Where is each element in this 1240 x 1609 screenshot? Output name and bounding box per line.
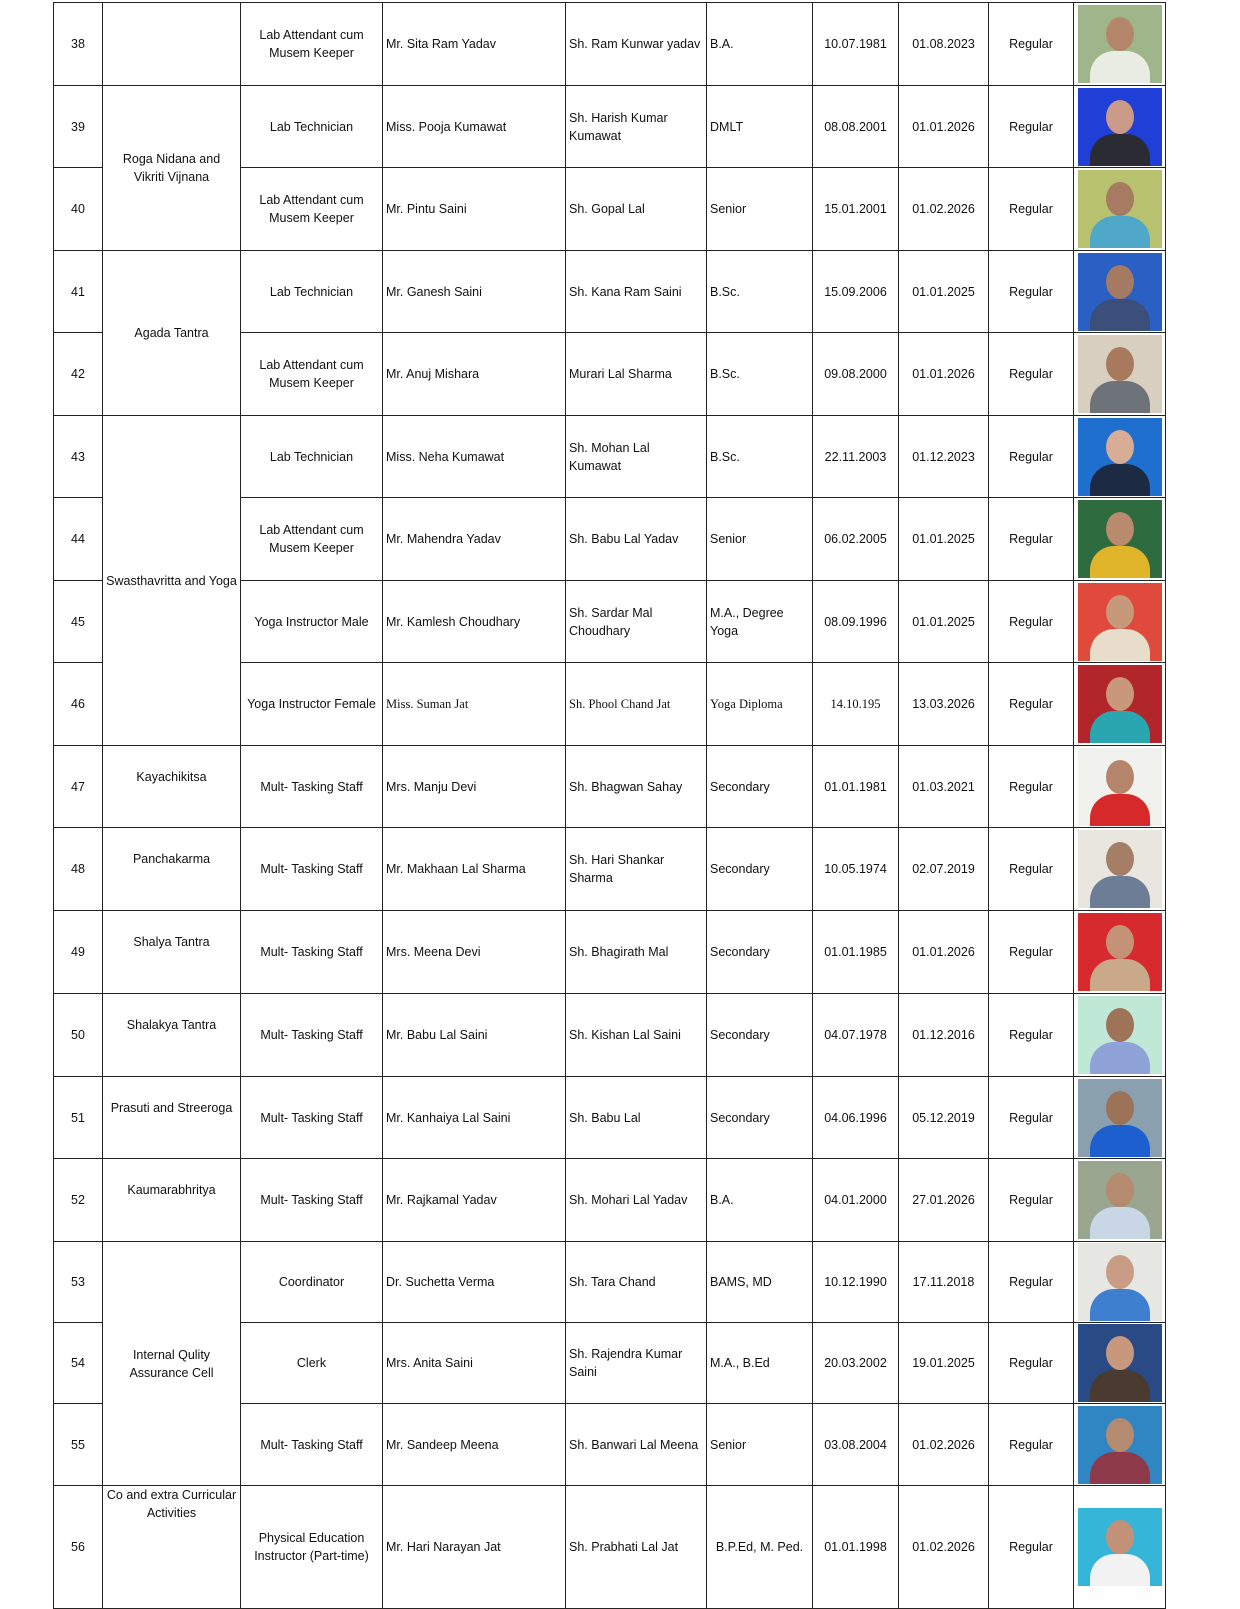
staff-name-cell: Mr. Rajkamal Yadav [383, 1159, 566, 1242]
appointment-type-cell: Regular [989, 1486, 1074, 1609]
date-of-joining-cell: 01.01.2026 [899, 333, 989, 416]
staff-photo [1078, 665, 1162, 743]
date-of-birth-cell: 04.06.1996 [813, 1077, 899, 1159]
table-row [54, 1242, 1166, 1323]
staff-photo [1078, 500, 1162, 578]
qualification-cell: Secondary [707, 746, 813, 828]
table-row [54, 1159, 1166, 1242]
staff-photo [1078, 88, 1162, 166]
photo-cell [1074, 663, 1166, 746]
department-cell: Panchakarma [103, 828, 241, 911]
date-of-birth-cell: 03.08.2004 [813, 1404, 899, 1486]
date-of-birth-cell: 06.02.2005 [813, 498, 899, 581]
serial-number-cell: 46 [54, 663, 103, 746]
photo-body-shape [1090, 1125, 1150, 1157]
department-cell: Kaumarabhritya [103, 1159, 241, 1242]
qualification-cell: B.Sc. [707, 416, 813, 498]
appointment-type-cell: Regular [989, 86, 1074, 168]
post-cell: Lab Attendant cum Musem Keeper [241, 333, 383, 416]
father-name-cell: Sh. Mohan Lal Kumawat [566, 416, 707, 498]
staff-name-cell: Mr. Sandeep Meena [383, 1404, 566, 1486]
qualification-cell: Secondary [707, 828, 813, 911]
photo-body-shape [1090, 876, 1150, 908]
qualification-cell: Senior [707, 168, 813, 251]
staff-photo [1078, 913, 1162, 991]
serial-number-cell: 49 [54, 911, 103, 994]
staff-photo [1078, 583, 1162, 661]
serial-number-cell: 43 [54, 416, 103, 498]
photo-cell [1074, 911, 1166, 994]
table-row [54, 994, 1166, 1077]
table-row [54, 1486, 1166, 1609]
father-name-cell: Sh. Phool Chand Jat [566, 663, 707, 746]
appointment-type-cell: Regular [989, 498, 1074, 581]
photo-head-shape [1106, 760, 1134, 794]
father-name-cell: Sh. Mohari Lal Yadav [566, 1159, 707, 1242]
serial-number-cell: 51 [54, 1077, 103, 1159]
photo-head-shape [1106, 512, 1134, 546]
post-cell: Mult- Tasking Staff [241, 1404, 383, 1486]
staff-name-cell: Miss. Pooja Kumawat [383, 86, 566, 168]
photo-body-shape [1090, 1452, 1150, 1484]
photo-body-shape [1090, 464, 1150, 496]
staff-table [53, 2, 1166, 1609]
date-of-birth-cell: 08.09.1996 [813, 581, 899, 663]
date-of-birth-cell: 10.07.1981 [813, 3, 899, 86]
table-row [54, 1077, 1166, 1159]
date-of-birth-cell: 15.01.2001 [813, 168, 899, 251]
date-of-birth-cell: 01.01.1981 [813, 746, 899, 828]
photo-body-shape [1090, 711, 1150, 743]
photo-cell [1074, 3, 1166, 86]
post-cell: Yoga Instructor Female [241, 663, 383, 746]
photo-cell [1074, 994, 1166, 1077]
photo-body-shape [1090, 1370, 1150, 1402]
staff-name-cell: Mr. Makhaan Lal Sharma [383, 828, 566, 911]
appointment-type-cell: Regular [989, 168, 1074, 251]
date-of-joining-cell: 19.01.2025 [899, 1323, 989, 1404]
date-of-joining-cell: 01.01.2025 [899, 581, 989, 663]
staff-photo [1078, 748, 1162, 826]
post-cell: Mult- Tasking Staff [241, 746, 383, 828]
father-name-cell: Sh. Banwari Lal Meena [566, 1404, 707, 1486]
photo-body-shape [1090, 1289, 1150, 1321]
date-of-birth-cell: 10.05.1974 [813, 828, 899, 911]
department-cell: Agada Tantra [103, 251, 241, 416]
date-of-joining-cell: 17.11.2018 [899, 1242, 989, 1323]
staff-photo [1078, 1324, 1162, 1402]
appointment-type-cell: Regular [989, 416, 1074, 498]
photo-body-shape [1090, 134, 1150, 166]
father-name-cell: Sh. Gopal Lal [566, 168, 707, 251]
serial-number-cell: 48 [54, 828, 103, 911]
department-cell: Prasuti and Streeroga [103, 1077, 241, 1159]
photo-head-shape [1106, 265, 1134, 299]
table-row [54, 828, 1166, 911]
photo-cell [1074, 746, 1166, 828]
photo-cell [1074, 251, 1166, 333]
department-cell: Kayachikitsa [103, 746, 241, 828]
qualification-cell: Secondary [707, 911, 813, 994]
father-name-cell: Sh. Bhagwan Sahay [566, 746, 707, 828]
staff-photo [1078, 170, 1162, 248]
table-row [54, 251, 1166, 333]
post-cell: Lab Technician [241, 416, 383, 498]
staff-photo [1078, 1243, 1162, 1321]
post-cell: Yoga Instructor Male [241, 581, 383, 663]
post-cell: Lab Attendant cum Musem Keeper [241, 168, 383, 251]
staff-name-cell: Mr. Hari Narayan Jat [383, 1486, 566, 1609]
staff-name-cell: Mr. Ganesh Saini [383, 251, 566, 333]
appointment-type-cell: Regular [989, 828, 1074, 911]
photo-body-shape [1090, 381, 1150, 413]
photo-head-shape [1106, 1418, 1134, 1452]
serial-number-cell: 38 [54, 3, 103, 86]
serial-number-cell: 41 [54, 251, 103, 333]
post-cell: Mult- Tasking Staff [241, 1077, 383, 1159]
appointment-type-cell: Regular [989, 994, 1074, 1077]
post-cell: Mult- Tasking Staff [241, 828, 383, 911]
post-cell: Mult- Tasking Staff [241, 994, 383, 1077]
staff-photo [1078, 1406, 1162, 1484]
serial-number-cell: 39 [54, 86, 103, 168]
staff-name-cell: Mrs. Meena Devi [383, 911, 566, 994]
father-name-cell: Murari Lal Sharma [566, 333, 707, 416]
date-of-birth-cell: 08.08.2001 [813, 86, 899, 168]
serial-number-cell: 55 [54, 1404, 103, 1486]
post-cell: Clerk [241, 1323, 383, 1404]
staff-name-cell: Miss. Neha Kumawat [383, 416, 566, 498]
father-name-cell: Sh. Babu Lal Yadav [566, 498, 707, 581]
date-of-joining-cell: 01.12.2023 [899, 416, 989, 498]
father-name-cell: Sh. Sardar Mal Choudhary [566, 581, 707, 663]
staff-photo [1078, 996, 1162, 1074]
table-row [54, 86, 1166, 168]
staff-photo [1078, 335, 1162, 413]
date-of-birth-cell: 22.11.2003 [813, 416, 899, 498]
photo-head-shape [1106, 430, 1134, 464]
photo-cell [1074, 828, 1166, 911]
date-of-birth-cell: 01.01.1985 [813, 911, 899, 994]
staff-photo [1078, 418, 1162, 496]
photo-head-shape [1106, 347, 1134, 381]
date-of-birth-cell: 04.07.1978 [813, 994, 899, 1077]
date-of-joining-cell: 27.01.2026 [899, 1159, 989, 1242]
department-cell: Shalya Tantra [103, 911, 241, 994]
photo-cell [1074, 1404, 1166, 1486]
photo-cell [1074, 333, 1166, 416]
qualification-cell: BAMS, MD [707, 1242, 813, 1323]
staff-photo [1078, 253, 1162, 331]
photo-head-shape [1106, 925, 1134, 959]
date-of-joining-cell: 13.03.2026 [899, 663, 989, 746]
photo-body-shape [1090, 794, 1150, 826]
photo-body-shape [1090, 51, 1150, 83]
appointment-type-cell: Regular [989, 1159, 1074, 1242]
post-cell: Mult- Tasking Staff [241, 911, 383, 994]
post-cell: Mult- Tasking Staff [241, 1159, 383, 1242]
date-of-joining-cell: 01.01.2026 [899, 86, 989, 168]
staff-name-cell: Mr. Mahendra Yadav [383, 498, 566, 581]
photo-head-shape [1106, 595, 1134, 629]
appointment-type-cell: Regular [989, 1323, 1074, 1404]
department-cell: Shalakya Tantra [103, 994, 241, 1077]
appointment-type-cell: Regular [989, 3, 1074, 86]
post-cell: Lab Technician [241, 251, 383, 333]
date-of-birth-cell: 01.01.1998 [813, 1486, 899, 1609]
father-name-cell: Sh. Babu Lal [566, 1077, 707, 1159]
table-row [54, 746, 1166, 828]
serial-number-cell: 50 [54, 994, 103, 1077]
appointment-type-cell: Regular [989, 1404, 1074, 1486]
department-cell: Co and extra Curricular Activities [103, 1486, 241, 1609]
staff-name-cell: Dr. Suchetta Verma [383, 1242, 566, 1323]
photo-head-shape [1106, 1336, 1134, 1370]
date-of-joining-cell: 01.01.2026 [899, 911, 989, 994]
photo-head-shape [1106, 182, 1134, 216]
qualification-cell: Senior [707, 1404, 813, 1486]
appointment-type-cell: Regular [989, 911, 1074, 994]
photo-cell [1074, 416, 1166, 498]
post-cell: Lab Attendant cum Musem Keeper [241, 498, 383, 581]
photo-body-shape [1090, 629, 1150, 661]
photo-head-shape [1106, 1173, 1134, 1207]
photo-cell [1074, 1159, 1166, 1242]
qualification-cell: Secondary [707, 1077, 813, 1159]
photo-cell [1074, 498, 1166, 581]
staff-photo [1078, 830, 1162, 908]
father-name-cell: Sh. Kana Ram Saini [566, 251, 707, 333]
qualification-cell: B.P.Ed, M. Ped. [707, 1486, 813, 1609]
photo-head-shape [1106, 842, 1134, 876]
date-of-birth-cell: 20.03.2002 [813, 1323, 899, 1404]
photo-cell [1074, 1242, 1166, 1323]
photo-head-shape [1106, 100, 1134, 134]
serial-number-cell: 56 [54, 1486, 103, 1609]
qualification-cell: Yoga Diploma [707, 663, 813, 746]
staff-name-cell: Mrs. Manju Devi [383, 746, 566, 828]
date-of-joining-cell: 01.08.2023 [899, 3, 989, 86]
photo-cell [1074, 1323, 1166, 1404]
serial-number-cell: 53 [54, 1242, 103, 1323]
photo-head-shape [1106, 677, 1134, 711]
qualification-cell: DMLT [707, 86, 813, 168]
post-cell: Physical Education Instructor (Part-time) [241, 1486, 383, 1609]
qualification-cell: B.Sc. [707, 333, 813, 416]
staff-name-cell: Mr. Kanhaiya Lal Saini [383, 1077, 566, 1159]
date-of-joining-cell: 01.01.2025 [899, 498, 989, 581]
qualification-cell: Secondary [707, 994, 813, 1077]
photo-cell [1074, 1077, 1166, 1159]
staff-table-body [54, 3, 1166, 1609]
appointment-type-cell: Regular [989, 581, 1074, 663]
post-cell: Lab Technician [241, 86, 383, 168]
date-of-birth-cell: 09.08.2000 [813, 333, 899, 416]
serial-number-cell: 45 [54, 581, 103, 663]
photo-head-shape [1106, 17, 1134, 51]
department-cell: Swasthavritta and Yoga [103, 416, 241, 746]
serial-number-cell: 44 [54, 498, 103, 581]
staff-name-cell: Miss. Suman Jat [383, 663, 566, 746]
appointment-type-cell: Regular [989, 663, 1074, 746]
date-of-joining-cell: 01.12.2016 [899, 994, 989, 1077]
photo-cell [1074, 1486, 1166, 1609]
father-name-cell: Sh. Hari Shankar Sharma [566, 828, 707, 911]
serial-number-cell: 42 [54, 333, 103, 416]
table-row [54, 3, 1166, 86]
department-cell: Roga Nidana and Vikriti Vijnana [103, 86, 241, 251]
serial-number-cell: 52 [54, 1159, 103, 1242]
qualification-cell: B.Sc. [707, 251, 813, 333]
date-of-joining-cell: 01.03.2021 [899, 746, 989, 828]
staff-name-cell: Mr. Anuj Mishara [383, 333, 566, 416]
date-of-joining-cell: 01.02.2026 [899, 1486, 989, 1609]
staff-name-cell: Mr. Kamlesh Choudhary [383, 581, 566, 663]
qualification-cell: B.A. [707, 1159, 813, 1242]
serial-number-cell: 47 [54, 746, 103, 828]
table-row [54, 416, 1166, 498]
photo-head-shape [1106, 1520, 1134, 1554]
appointment-type-cell: Regular [989, 1242, 1074, 1323]
photo-body-shape [1090, 216, 1150, 248]
serial-number-cell: 54 [54, 1323, 103, 1404]
photo-body-shape [1090, 959, 1150, 991]
staff-name-cell: Mr. Sita Ram Yadav [383, 3, 566, 86]
date-of-birth-cell: 10.12.1990 [813, 1242, 899, 1323]
appointment-type-cell: Regular [989, 746, 1074, 828]
staff-name-cell: Mr. Babu Lal Saini [383, 994, 566, 1077]
department-cell [103, 3, 241, 86]
father-name-cell: Sh. Prabhati Lal Jat [566, 1486, 707, 1609]
photo-head-shape [1106, 1008, 1134, 1042]
photo-body-shape [1090, 1042, 1150, 1074]
serial-number-cell: 40 [54, 168, 103, 251]
qualification-cell: Senior [707, 498, 813, 581]
photo-head-shape [1106, 1091, 1134, 1125]
staff-name-cell: Mrs. Anita Saini [383, 1323, 566, 1404]
staff-name-cell: Mr. Pintu Saini [383, 168, 566, 251]
post-cell: Coordinator [241, 1242, 383, 1323]
department-cell: Internal Qulity Assurance Cell [103, 1242, 241, 1486]
appointment-type-cell: Regular [989, 333, 1074, 416]
father-name-cell: Sh. Ram Kunwar yadav [566, 3, 707, 86]
staff-photo [1078, 1508, 1162, 1586]
qualification-cell: M.A., Degree Yoga [707, 581, 813, 663]
date-of-joining-cell: 01.01.2025 [899, 251, 989, 333]
post-cell: Lab Attendant cum Musem Keeper [241, 3, 383, 86]
photo-cell [1074, 168, 1166, 251]
staff-photo [1078, 1079, 1162, 1157]
date-of-joining-cell: 01.02.2026 [899, 1404, 989, 1486]
photo-body-shape [1090, 1207, 1150, 1239]
father-name-cell: Sh. Rajendra Kumar Saini [566, 1323, 707, 1404]
date-of-birth-cell: 15.09.2006 [813, 251, 899, 333]
photo-head-shape [1106, 1255, 1134, 1289]
date-of-birth-cell: 04.01.2000 [813, 1159, 899, 1242]
photo-body-shape [1090, 299, 1150, 331]
date-of-joining-cell: 05.12.2019 [899, 1077, 989, 1159]
photo-body-shape [1090, 546, 1150, 578]
qualification-cell: B.A. [707, 3, 813, 86]
father-name-cell: Sh. Tara Chand [566, 1242, 707, 1323]
father-name-cell: Sh. Bhagirath Mal [566, 911, 707, 994]
photo-cell [1074, 86, 1166, 168]
appointment-type-cell: Regular [989, 251, 1074, 333]
appointment-type-cell: Regular [989, 1077, 1074, 1159]
staff-photo [1078, 5, 1162, 83]
date-of-joining-cell: 01.02.2026 [899, 168, 989, 251]
father-name-cell: Sh. Kishan Lal Saini [566, 994, 707, 1077]
photo-cell [1074, 581, 1166, 663]
date-of-joining-cell: 02.07.2019 [899, 828, 989, 911]
staff-photo [1078, 1161, 1162, 1239]
photo-body-shape [1090, 1554, 1150, 1586]
table-row [54, 911, 1166, 994]
date-of-birth-cell: 14.10.195 [813, 663, 899, 746]
father-name-cell: Sh. Harish Kumar Kumawat [566, 86, 707, 168]
qualification-cell: M.A., B.Ed [707, 1323, 813, 1404]
